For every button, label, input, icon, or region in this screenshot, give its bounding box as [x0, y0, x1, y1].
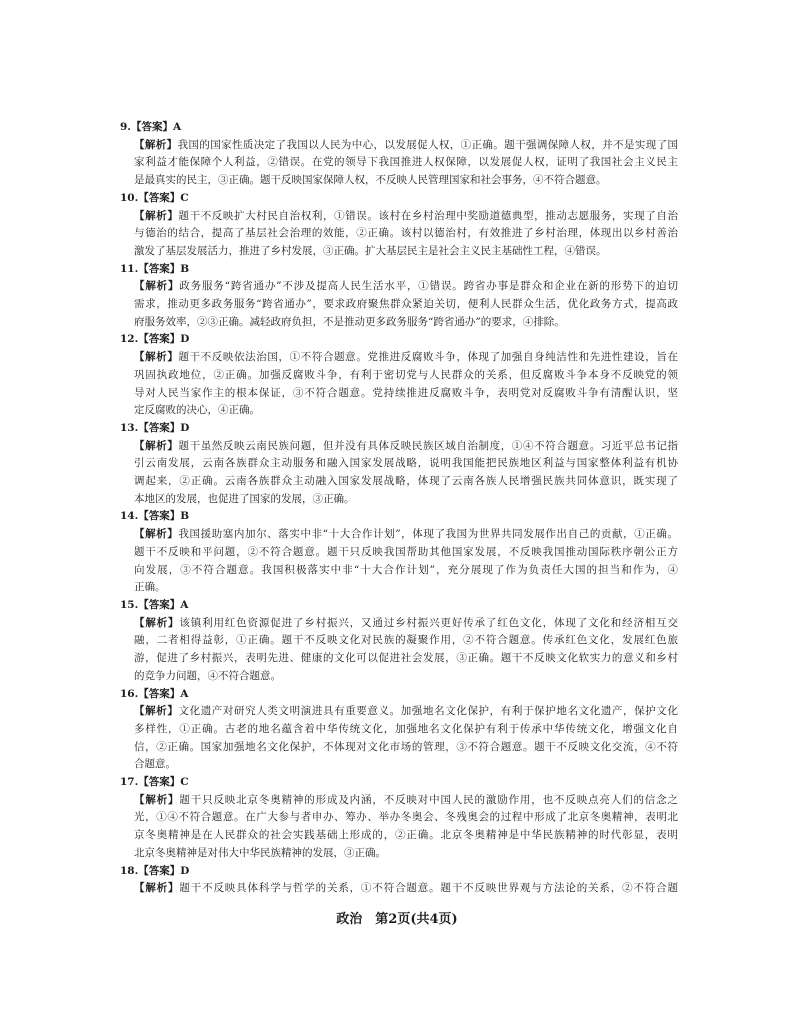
answer-item: [120, 508, 678, 597]
analysis-line: [134, 296, 678, 314]
answer-line: [120, 331, 678, 349]
analysis-line: [134, 739, 678, 757]
analysis-line: [134, 349, 678, 367]
analysis-line: [134, 562, 678, 580]
analysis-text: 多样性，①正确。古老的地名蕴含着中华传统文化，加强地名文化保护有利于传承中华传统文化，增强文化自: [134, 722, 678, 735]
answer-choice: D: [180, 333, 190, 346]
analysis-text: 与德治的结合，提高了基层社会治理的效能，②正确。该村以德治村，有效推进了乡村治理，体现出以乡村善治: [134, 227, 678, 240]
answer-label: 【答案】: [138, 776, 181, 789]
analysis-line: [134, 208, 678, 226]
analysis-text: 引云南发展，云南各族群众主动服务和融入国家发展战略，说明我国能把民族地区利益与国家整体利益有机协: [134, 457, 678, 470]
question-number: 10.: [120, 191, 139, 204]
analysis-text: 题干不反映扩大村民自治权利，①错误。该村在乡村治理中奖励道德典型，推动志愿服务，实现了自治: [178, 209, 679, 222]
analysis-line: [134, 579, 678, 597]
analysis-label: 【解析】: [134, 705, 179, 718]
footer-page-number: 第2页(共4页): [375, 912, 458, 927]
analysis-text: 融，二者相得益彰，①正确。题干不反映文化对民族的凝聚作用，②不符合题意。传承红色文化，发展红色旅: [134, 634, 678, 647]
analysis-text: 激发了基层发展活力，推进了乡村发展，③正确。扩大基层民主是社会主义民主基础性工程，④错误。: [134, 244, 607, 257]
analysis-line: [134, 544, 678, 562]
analysis-text: 文化遗产对研究人类文明演进具有重要意义。加强地名文化保护，有利于保护地名文化遗产，保护文化: [178, 705, 679, 718]
analysis-text: 调起来，②正确。云南各族群众主动融入国家发展战略，体现了云南各族人民增强民族共同体意识，既实现了: [134, 475, 678, 488]
question-number: 16.: [120, 687, 139, 700]
analysis-line: [134, 845, 678, 863]
answer-label: 【答案】: [138, 191, 181, 204]
answer-choice: D: [180, 421, 190, 434]
analysis-text: 正确。: [134, 581, 166, 594]
question-number: 17.: [120, 776, 139, 789]
answer-item: [120, 420, 678, 509]
answer-item: [120, 774, 678, 863]
analysis-line: [134, 402, 678, 420]
analysis-text: 我国援助塞内加尔、落实中非“十大合作计划”，体现了我国为世界共同发展作出自己的贡献，①正确。: [178, 528, 679, 541]
analysis-text: 北京冬奥精神是对伟大中华民族精神的发展，③正确。: [134, 846, 386, 859]
analysis-text: 该镇利用红色资源促进了乡村振兴，又通过乡村振兴更好传承了红色文化，体现了文化和经济相互交: [179, 616, 678, 629]
analysis-text: 题干不反映依法治国，①不符合题意。党推进反腐败斗争，体现了加强自身纯洁性和先进性建设，旨在: [178, 351, 679, 364]
answer-label: 【答案】: [138, 262, 181, 275]
analysis-label: 【解析】: [134, 209, 179, 222]
analysis-line: [134, 154, 678, 172]
analysis-line: [134, 650, 678, 668]
answer-choice: B: [180, 262, 190, 275]
analysis-line: [134, 473, 678, 491]
answer-choice: C: [180, 191, 189, 204]
analysis-line: [134, 385, 678, 403]
question-number: 14.: [120, 510, 139, 523]
analysis-line: [134, 314, 678, 332]
answer-item: [120, 863, 678, 898]
analysis-text: 题干不反映和平问题，②不符合题意。题干只反映我国帮助其他国家发展，不反映我国推动国际秩序朝公正方: [134, 545, 678, 558]
analysis-line: [134, 809, 678, 827]
answer-item: [120, 597, 678, 686]
analysis-line: [134, 137, 678, 155]
analysis-text: 向发展，③不符合题意。我国积极落实中非“十大合作计划”，充分展现了作为负责任大国的担当和作为，④: [134, 563, 678, 576]
answer-label: 【答案】: [130, 121, 173, 133]
answer-key-list: [120, 119, 678, 898]
question-number: 18.: [120, 864, 139, 877]
analysis-text: 题干虽然反映云南民族问题，但并没有具体反映民族区域自治制度，①④不符合题意。习近平总书记指: [178, 439, 679, 452]
answer-label: 【答案】: [138, 598, 181, 611]
analysis-label: 【解析】: [134, 616, 180, 629]
analysis-text: 游，促进了乡村振兴，表明先进、健康的文化可以促进社会发展，③正确。题干不反映文化软实力的意义和乡村: [134, 652, 678, 665]
answer-line: [120, 863, 678, 881]
answer-line: [120, 508, 678, 526]
analysis-line: [134, 225, 678, 243]
answer-line: [120, 420, 678, 438]
answer-item: [120, 190, 678, 261]
analysis-text: 信，②正确。国家加强地名文化保护，不体现对文化市场的管理，③不符合题意。题干不反映文化交流，④不符: [134, 740, 678, 753]
answer-label: 【答案】: [138, 687, 181, 700]
answer-line: [120, 686, 678, 704]
analysis-line: [134, 367, 678, 385]
analysis-label: 【解析】: [134, 351, 179, 364]
analysis-text: 我国的国家性质决定了我国以人民为中心，以发展促人权，①正确。题干强调保障人权，并不是实现了国: [177, 138, 679, 151]
analysis-line: [134, 632, 678, 650]
answer-line: [120, 119, 678, 137]
analysis-line: [134, 243, 678, 261]
analysis-label: 【解析】: [134, 793, 180, 806]
analysis-text: 合题意。: [134, 758, 176, 771]
question-number: 15.: [120, 598, 139, 611]
answer-choice: C: [180, 776, 189, 789]
analysis-text: 家利益才能保障个人利益，②错误。在党的领导下我国推进人权保障，以发展促人权，证明了我国社会主义民主: [134, 156, 678, 169]
question-number: 9.: [120, 121, 131, 133]
analysis-line: [134, 615, 678, 633]
analysis-line: [134, 668, 678, 686]
analysis-line: [134, 756, 678, 774]
answer-line: [120, 774, 678, 792]
analysis-text: 光，①④不符合题意。在广大参与者申办、筹办、举办冬奥会、冬残奥会的过程中形成了北京冬奥精神，表明北: [134, 811, 678, 824]
analysis-line: [134, 172, 678, 190]
answer-choice: A: [180, 598, 189, 611]
analysis-text: 府服务效率，②③正确。减轻政府负担，不是推动更多政务服务“跨省通办”的要求，④排除。: [134, 315, 565, 328]
analysis-line: [134, 827, 678, 845]
question-number: 12.: [120, 333, 139, 346]
question-number: 13.: [120, 421, 139, 434]
answer-line: [120, 261, 678, 279]
analysis-text: 本地区的发展，也促进了国家的发展，③正确。: [134, 492, 355, 505]
analysis-line: [134, 438, 678, 456]
analysis-text: 巩固执政地位，②正确。加强反腐败斗争，有利于密切党与人民群众的关系，但反腐败斗争本身不反映党的领: [134, 368, 678, 381]
analysis-line: [134, 491, 678, 509]
analysis-text: 京冬奥精神是在人民群众的社会实践基础上形成的，②正确。北京冬奥精神是中华民族精神的时代彰显，表明: [134, 829, 678, 842]
analysis-line: [134, 278, 678, 296]
analysis-label: 【解析】: [134, 280, 180, 293]
analysis-text: 导对人民当家作主的根本保证，③不符合题意。党持续推进反腐败斗争，表明党对反腐败斗争有清醒认识，坚: [134, 386, 678, 399]
answer-choice: A: [180, 687, 189, 700]
answer-choice: A: [172, 121, 182, 133]
answer-label: 【答案】: [138, 333, 181, 346]
analysis-line: [134, 792, 678, 810]
page-footer: [0, 911, 794, 929]
analysis-line: [134, 703, 678, 721]
analysis-text: 的竞争力问题，④不符合题意。: [134, 669, 281, 682]
analysis-text: 政务服务“跨省通办”不涉及提高人民生活水平，①错误。跨省办事是群众和企业在新的形势下的迫切: [179, 280, 679, 293]
question-number: 11.: [120, 262, 139, 275]
answer-label: 【答案】: [138, 864, 181, 877]
answer-label: 【答案】: [138, 510, 181, 523]
answer-label: 【答案】: [138, 421, 181, 434]
answer-item: [120, 331, 678, 420]
analysis-line: [134, 721, 678, 739]
answer-item: [120, 119, 678, 190]
footer-subject: 政治: [336, 912, 363, 927]
analysis-text: 定反腐败的决心，④正确。: [134, 404, 260, 417]
analysis-text: 需求，推动更多政务服务“跨省通办”，要求政府聚焦群众紧迫关切，便利人民群众生活，优化政务方式，提高政: [134, 298, 678, 311]
answer-choice: D: [180, 864, 190, 877]
answer-item: [120, 686, 678, 775]
analysis-line: [134, 455, 678, 473]
analysis-line: [134, 526, 678, 544]
analysis-text: 是最真实的民主，③正确。题干反映国家保障人权，不反映人民管理国家和社会事务，④不符合题意。: [134, 174, 607, 187]
analysis-line: [134, 880, 678, 898]
answer-choice: B: [180, 510, 190, 523]
analysis-text: 题干不反映具体科学与哲学的关系，①不符合题意。题干不反映世界观与方法论的关系，②不符合题: [179, 882, 678, 895]
analysis-label: 【解析】: [134, 138, 178, 151]
analysis-label: 【解析】: [134, 882, 180, 895]
analysis-label: 【解析】: [134, 528, 179, 541]
answer-item: [120, 261, 678, 332]
analysis-text: 题干只反映北京冬奥精神的形成及内涵，不反映对中国人民的激励作用，也不反映点亮人们的信念之: [179, 793, 678, 806]
answer-line: [120, 190, 678, 208]
analysis-label: 【解析】: [134, 439, 179, 452]
answer-line: [120, 597, 678, 615]
